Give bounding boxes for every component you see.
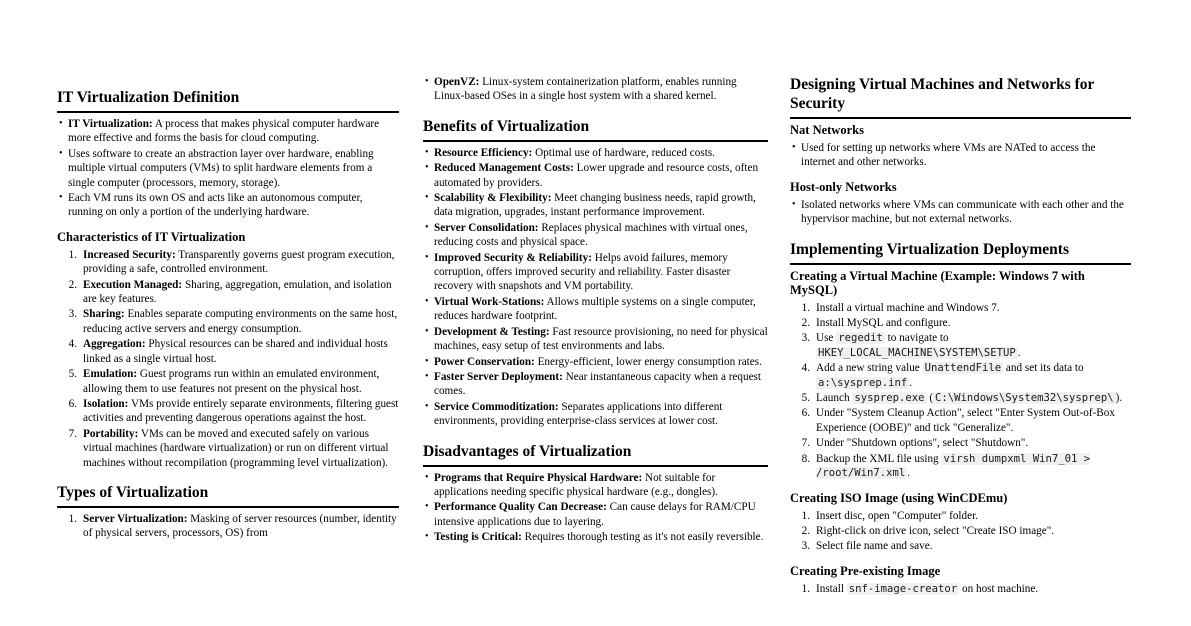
list-item bbox=[816, 316, 1131, 330]
section-heading: Disadvantages of Virtualization bbox=[423, 442, 768, 467]
text-run: Use bbox=[816, 332, 837, 345]
list-item bbox=[816, 391, 1131, 405]
bold-label: Testing is Critical: bbox=[434, 531, 522, 544]
numbered-list bbox=[57, 248, 399, 470]
text-run: ( bbox=[926, 392, 934, 405]
text-run: Enables separate computing environments on the same host, reducing active servers and energy consumption. bbox=[83, 308, 398, 335]
bold-label: Scalability & Flexibility: bbox=[434, 192, 552, 205]
list-item bbox=[434, 161, 768, 190]
list-item bbox=[434, 295, 768, 324]
bullet-list bbox=[790, 198, 1131, 227]
text-run: Install a virtual machine and Windows 7. bbox=[816, 301, 1000, 314]
text-run: Install MySQL and configure. bbox=[816, 317, 951, 330]
text-run: Install bbox=[816, 582, 847, 595]
section-heading: IT Virtualization Definition bbox=[57, 88, 399, 113]
text-run: Each VM runs its own OS and acts like an autonomous computer, running on only a portion of the underlying hardware. bbox=[68, 192, 363, 219]
inline-code: snf-image-creator bbox=[848, 582, 958, 595]
subsection-heading: Nat Networks bbox=[790, 123, 864, 137]
list-item bbox=[434, 500, 768, 529]
list-item bbox=[83, 248, 399, 277]
inline-code: regedit bbox=[838, 332, 883, 345]
bold-label: Power Conservation: bbox=[434, 355, 535, 368]
text-run: Masking of server resources (number, identity of physical servers, processors, OS) from bbox=[83, 512, 397, 540]
bullet-list bbox=[423, 75, 768, 104]
list-item bbox=[816, 452, 1131, 481]
list-item bbox=[434, 370, 768, 399]
inline-code: HKEY_LOCAL_MACHINE\SYSTEM\SETUP bbox=[818, 346, 1016, 359]
text-run: Uses software to create an abstraction layer over hardware, enabling multiple virtual computers (VMs) to split hardware elements from a single computer (processors, memory, storage). bbox=[68, 147, 374, 189]
text-run: Guest programs run within an emulated environment, allowing them to use features not present on the physical host. bbox=[83, 368, 380, 395]
list-item bbox=[816, 509, 1131, 523]
list-item bbox=[83, 512, 399, 541]
text-run: Sharing, aggregation, emulation, and isolation are key features. bbox=[83, 278, 392, 306]
numbered-list bbox=[790, 509, 1131, 554]
list-item bbox=[434, 75, 768, 104]
bold-label: Improved Security & Reliability: bbox=[434, 251, 592, 264]
text-run: Under "Shutdown options", select "Shutdown". bbox=[816, 437, 1029, 450]
list-item bbox=[816, 436, 1131, 450]
list-item bbox=[83, 278, 399, 307]
list-item bbox=[434, 400, 768, 429]
list-item bbox=[801, 141, 1131, 170]
bold-label: OpenVZ: bbox=[434, 76, 480, 88]
list-item bbox=[434, 355, 768, 369]
text-run: Under "System Cleanup Action", select "Enter System Out-of-Box Experience (OOBE)" and tick "Generalize". bbox=[816, 407, 1115, 434]
text-run: Insert disc, open "Computer" folder. bbox=[816, 509, 978, 522]
list-item bbox=[816, 524, 1131, 538]
list-item bbox=[816, 539, 1131, 553]
bold-label: Programs that Require Physical Hardware: bbox=[434, 471, 643, 484]
text-run: Add a new string value bbox=[816, 362, 923, 375]
text-run: Launch bbox=[816, 392, 853, 405]
inline-code: a:\sysprep.inf bbox=[818, 376, 908, 389]
text-run: Fast resource provisioning, no need for physical machines, easy setup of test environments and labs. bbox=[434, 325, 768, 353]
bold-label: Development & Testing: bbox=[434, 325, 550, 338]
text-run: Lower upgrade and resource costs, often automated by providers. bbox=[434, 162, 759, 189]
bold-label: Isolation: bbox=[83, 397, 129, 410]
list-item bbox=[68, 191, 399, 220]
text-run: Optimal use of hardware, reduced costs. bbox=[532, 146, 715, 159]
text-run: Isolated networks where VMs can communicate with each other and the hypervisor machine, but not external networks. bbox=[801, 198, 1124, 226]
text-run: on host machine. bbox=[959, 582, 1039, 595]
bold-label: Reduced Management Costs: bbox=[434, 162, 574, 175]
text-run: Can cause delays for RAM/CPU intensive applications due to layering. bbox=[434, 501, 756, 528]
subsection-heading: Creating ISO Image (using WinCDEmu) bbox=[790, 490, 1008, 505]
text-run: Requires thorough testing as it's not easily reversible. bbox=[521, 531, 764, 544]
text-run: ). bbox=[1115, 392, 1123, 405]
list-item bbox=[434, 251, 768, 294]
subsection-heading: Characteristics of IT Virtualization bbox=[57, 229, 246, 244]
inline-code: virsh dumpxml Win7_01 > /root/Win7.xml bbox=[816, 452, 1091, 480]
bullet-list bbox=[57, 117, 399, 220]
bold-label: Virtual Work-Stations: bbox=[434, 295, 545, 308]
text-run: Linux-system containerization platform, enables running Linux-based OSes in a single host system with a shared kernel. bbox=[434, 76, 737, 103]
bold-label: Server Consolidation: bbox=[434, 221, 539, 234]
column-middle bbox=[423, 75, 768, 546]
text-run: Near instantaneous capacity when a request comes. bbox=[434, 370, 762, 398]
list-item bbox=[83, 307, 399, 336]
text-run: Energy-efficient, lower energy consumption rates. bbox=[534, 355, 762, 368]
text-run: Meet changing business needs, rapid growth, data migration, upgrades, instant performance improvement. bbox=[434, 192, 756, 219]
inline-code: C:\Windows\System32\sysprep\ bbox=[935, 392, 1114, 405]
subsection-heading: Host-only Networks bbox=[790, 179, 897, 194]
text-run: Replaces physical machines with virtual ones, reducing costs and physical space. bbox=[434, 221, 748, 249]
list-item bbox=[83, 427, 399, 470]
bold-label: Performance Quality Can Decrease: bbox=[434, 501, 607, 514]
list-item bbox=[816, 361, 1131, 390]
text-run: VMs provide entirely separate environments, filtering guest activities and preventing dangerous operations against the host. bbox=[83, 397, 399, 425]
list-item bbox=[434, 471, 768, 500]
bullet-list bbox=[423, 471, 768, 545]
list-item bbox=[68, 147, 399, 190]
bold-label: Portability: bbox=[83, 427, 139, 440]
inline-code: UnattendFile bbox=[924, 362, 1002, 375]
subsection-heading: Creating a Virtual Machine (Example: Windows 7 with MySQL) bbox=[790, 268, 1085, 297]
text-run: A process that makes physical computer hardware more effective and forms the basis for cloud computing. bbox=[68, 118, 380, 145]
list-item bbox=[434, 530, 768, 544]
text-run: Physical resources can be shared and individual hosts linked as a single virtual host. bbox=[83, 338, 388, 365]
section-heading: Designing Virtual Machines and Networks for Security bbox=[790, 75, 1131, 119]
bullet-list bbox=[423, 146, 768, 429]
numbered-list bbox=[790, 301, 1131, 481]
list-item bbox=[801, 198, 1131, 227]
list-item bbox=[816, 406, 1131, 435]
list-item bbox=[434, 325, 768, 354]
section-heading: Benefits of Virtualization bbox=[423, 117, 768, 142]
numbered-list bbox=[790, 582, 1131, 596]
list-item bbox=[816, 582, 1131, 596]
text-run: Used for setting up networks where VMs are NATed to access the internet and other networks. bbox=[801, 142, 1096, 169]
list-item bbox=[434, 191, 768, 220]
column-left bbox=[57, 88, 399, 542]
list-item bbox=[816, 301, 1131, 315]
list-item bbox=[83, 367, 399, 396]
column-right bbox=[790, 75, 1131, 597]
text-run: Backup the XML file using bbox=[816, 452, 942, 465]
text-run: and set its data to bbox=[1003, 362, 1084, 375]
text-run: Right-click on drive icon, select "Create ISO image". bbox=[816, 524, 1055, 537]
bullet-list bbox=[790, 141, 1131, 170]
section-heading: Types of Virtualization bbox=[57, 483, 399, 508]
text-run: Not suitable for applications needing specific physical hardware (e.g., dongles). bbox=[434, 471, 718, 498]
list-item bbox=[816, 331, 1131, 360]
text-run: Separates applications into different environments, providing enterprise-class services at lower cost. bbox=[434, 400, 723, 428]
bold-label: Server Virtualization: bbox=[83, 512, 188, 525]
subsection-heading: Creating Pre-existing Image bbox=[790, 563, 941, 578]
list-item bbox=[434, 221, 768, 250]
text-run: Allows multiple systems on a single computer, reduces hardware footprint. bbox=[434, 295, 756, 323]
bold-label: Resource Efficiency: bbox=[434, 146, 533, 159]
bold-label: Execution Managed: bbox=[83, 278, 183, 291]
text-run: . bbox=[1017, 346, 1021, 359]
bold-label: Faster Server Deployment: bbox=[434, 370, 563, 383]
bold-label: Service Commoditization: bbox=[434, 400, 559, 413]
numbered-list bbox=[57, 512, 399, 541]
text-run: . bbox=[909, 376, 913, 389]
text-run: Helps avoid failures, memory corruption, offers improved security and reliability. Faster disaster recovery with snapshots and VM portability. bbox=[434, 251, 731, 293]
bold-label: Emulation: bbox=[83, 368, 138, 381]
section-heading: Implementing Virtualization Deployments bbox=[790, 240, 1131, 265]
list-item bbox=[68, 117, 399, 146]
bold-label: Sharing: bbox=[83, 308, 125, 321]
list-item bbox=[434, 146, 768, 160]
list-item bbox=[83, 337, 399, 366]
text-run: Transparently governs guest program execution, providing a safe, controlled environment. bbox=[83, 248, 395, 276]
bold-label: Aggregation: bbox=[83, 338, 146, 351]
text-run: VMs can be moved and executed safely on various virtual machines (hardware virtualization) or run on different virtual machines without recompilation (programming level virtualization). bbox=[83, 427, 389, 469]
text-run: to navigate to bbox=[884, 332, 949, 345]
bold-label: IT Virtualization: bbox=[68, 118, 153, 130]
bold-label: Increased Security: bbox=[83, 248, 176, 261]
inline-code: sysprep.exe bbox=[854, 392, 925, 405]
list-item bbox=[83, 397, 399, 426]
text-run: . bbox=[907, 467, 911, 480]
text-run: Select file name and save. bbox=[816, 540, 933, 553]
